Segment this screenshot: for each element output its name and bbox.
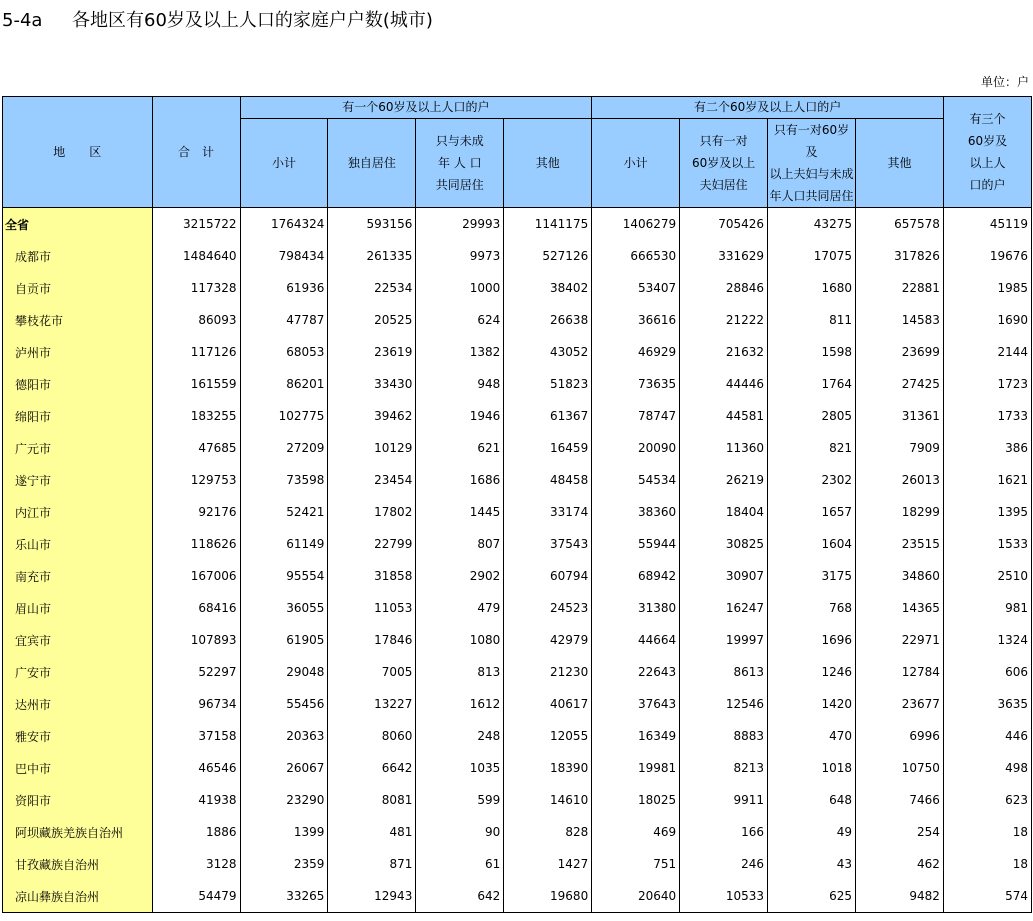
- value-cell: 821: [768, 432, 856, 464]
- region-cell: 雅安市: [3, 720, 153, 752]
- table-body: [3, 208, 1032, 913]
- region-cell: 达州市: [3, 688, 153, 720]
- region-cell: 绵阳市: [3, 400, 153, 432]
- value-cell: 55456: [240, 688, 328, 720]
- header-total: 合 计: [152, 97, 240, 208]
- table-row: [3, 368, 1032, 400]
- value-cell: 2902: [416, 560, 504, 592]
- value-cell: 527126: [504, 240, 592, 272]
- header-line: 只与未成: [435, 134, 484, 148]
- value-cell: 44664: [592, 624, 680, 656]
- table-row: [3, 528, 1032, 560]
- header-g1-other: 其他: [504, 119, 592, 208]
- value-cell: 117328: [152, 272, 240, 304]
- region-cell: 阿坝藏族羌族自治州: [3, 816, 153, 848]
- value-cell: 1406279: [592, 208, 680, 241]
- value-cell: 33265: [240, 880, 328, 913]
- value-cell: 1000: [416, 272, 504, 304]
- value-cell: 981: [943, 592, 1031, 624]
- value-cell: 6996: [855, 720, 943, 752]
- value-cell: 1690: [943, 304, 1031, 336]
- value-cell: 43275: [768, 208, 856, 241]
- value-cell: 17846: [328, 624, 416, 656]
- value-cell: 23677: [855, 688, 943, 720]
- value-cell: 813: [416, 656, 504, 688]
- header-g1-with-minor: [416, 119, 504, 208]
- value-cell: 2510: [943, 560, 1031, 592]
- header-line: 年 人 口: [437, 156, 482, 170]
- value-cell: 6642: [328, 752, 416, 784]
- value-cell: 86093: [152, 304, 240, 336]
- header-g1-subtotal: 小计: [240, 119, 328, 208]
- value-cell: 948: [416, 368, 504, 400]
- value-cell: 30907: [680, 560, 768, 592]
- value-cell: 3635: [943, 688, 1031, 720]
- value-cell: 22643: [592, 656, 680, 688]
- value-cell: 61149: [240, 528, 328, 560]
- value-cell: 18: [943, 816, 1031, 848]
- value-cell: 37543: [504, 528, 592, 560]
- value-cell: 331629: [680, 240, 768, 272]
- value-cell: 92176: [152, 496, 240, 528]
- header-group-two: 有二个60岁及以上人口的户: [592, 97, 944, 119]
- value-cell: 1246: [768, 656, 856, 688]
- value-cell: 68942: [592, 560, 680, 592]
- value-cell: 78747: [592, 400, 680, 432]
- value-cell: 11360: [680, 432, 768, 464]
- value-cell: 31361: [855, 400, 943, 432]
- value-cell: 31858: [328, 560, 416, 592]
- value-cell: 44581: [680, 400, 768, 432]
- value-cell: 53407: [592, 272, 680, 304]
- value-cell: 469: [592, 816, 680, 848]
- value-cell: 648: [768, 784, 856, 816]
- header-line: 以上夫妇与未成: [769, 167, 854, 181]
- value-cell: 246: [680, 848, 768, 880]
- table-header: [3, 97, 1032, 208]
- value-cell: 24523: [504, 592, 592, 624]
- header-three-line: 60岁及: [967, 134, 1008, 148]
- unit-label: 单位：户: [980, 75, 1029, 89]
- value-cell: 606: [943, 656, 1031, 688]
- value-cell: 1733: [943, 400, 1031, 432]
- value-cell: 23454: [328, 464, 416, 496]
- value-cell: 22971: [855, 624, 943, 656]
- value-cell: 1420: [768, 688, 856, 720]
- header-line: 年人口共同居住: [769, 189, 854, 203]
- value-cell: 22799: [328, 528, 416, 560]
- value-cell: 90: [416, 816, 504, 848]
- value-cell: 14365: [855, 592, 943, 624]
- value-cell: 27425: [855, 368, 943, 400]
- value-cell: 54479: [152, 880, 240, 913]
- value-cell: 68053: [240, 336, 328, 368]
- value-cell: 47787: [240, 304, 328, 336]
- table-row: [3, 688, 1032, 720]
- value-cell: 39462: [328, 400, 416, 432]
- value-cell: 8613: [680, 656, 768, 688]
- region-cell: 成都市: [3, 240, 153, 272]
- value-cell: 20363: [240, 720, 328, 752]
- table-row: [3, 304, 1032, 336]
- value-cell: 41938: [152, 784, 240, 816]
- value-cell: 33430: [328, 368, 416, 400]
- value-cell: 17075: [768, 240, 856, 272]
- value-cell: 498: [943, 752, 1031, 784]
- value-cell: 3128: [152, 848, 240, 880]
- header-line: 只有一对60岁及: [773, 123, 850, 159]
- region-cell: 乐山市: [3, 528, 153, 560]
- table-row: [3, 240, 1032, 272]
- value-cell: 29048: [240, 656, 328, 688]
- value-cell: 14583: [855, 304, 943, 336]
- value-cell: 34860: [855, 560, 943, 592]
- value-cell: 642: [416, 880, 504, 913]
- value-cell: 29993: [416, 208, 504, 241]
- value-cell: 462: [855, 848, 943, 880]
- value-cell: 117126: [152, 336, 240, 368]
- table-row: [3, 816, 1032, 848]
- value-cell: 1141175: [504, 208, 592, 241]
- table-row: [3, 592, 1032, 624]
- header-line: 共同居住: [435, 178, 484, 192]
- data-table: [2, 96, 1032, 913]
- table-row: [3, 560, 1032, 592]
- value-cell: 1399: [240, 816, 328, 848]
- value-cell: 7466: [855, 784, 943, 816]
- region-cell: 甘孜藏族自治州: [3, 848, 153, 880]
- value-cell: 22881: [855, 272, 943, 304]
- value-cell: 37158: [152, 720, 240, 752]
- value-cell: 22534: [328, 272, 416, 304]
- value-cell: 705426: [680, 208, 768, 241]
- value-cell: 43052: [504, 336, 592, 368]
- region-cell: 攀枝花市: [3, 304, 153, 336]
- region-cell: 内江市: [3, 496, 153, 528]
- value-cell: 31380: [592, 592, 680, 624]
- value-cell: 33174: [504, 496, 592, 528]
- region-cell: 眉山市: [3, 592, 153, 624]
- value-cell: 1764: [768, 368, 856, 400]
- value-cell: 61367: [504, 400, 592, 432]
- value-cell: 386: [943, 432, 1031, 464]
- value-cell: 28846: [680, 272, 768, 304]
- value-cell: 624: [416, 304, 504, 336]
- value-cell: 7005: [328, 656, 416, 688]
- value-cell: 1723: [943, 368, 1031, 400]
- value-cell: 871: [328, 848, 416, 880]
- table-row: [3, 400, 1032, 432]
- value-cell: 1621: [943, 464, 1031, 496]
- region-cell: 泸州市: [3, 336, 153, 368]
- value-cell: 1427: [504, 848, 592, 880]
- value-cell: 16349: [592, 720, 680, 752]
- value-cell: 481: [328, 816, 416, 848]
- value-cell: 48458: [504, 464, 592, 496]
- value-cell: 45119: [943, 208, 1031, 241]
- value-cell: 20525: [328, 304, 416, 336]
- header-g2-couple: [680, 119, 768, 208]
- page-title: [2, 6, 433, 32]
- value-cell: 10129: [328, 432, 416, 464]
- value-cell: 1612: [416, 688, 504, 720]
- region-cell: 广元市: [3, 432, 153, 464]
- value-cell: 14610: [504, 784, 592, 816]
- value-cell: 768: [768, 592, 856, 624]
- value-cell: 23290: [240, 784, 328, 816]
- value-cell: 811: [768, 304, 856, 336]
- value-cell: 73635: [592, 368, 680, 400]
- value-cell: 102775: [240, 400, 328, 432]
- value-cell: 23699: [855, 336, 943, 368]
- value-cell: 37643: [592, 688, 680, 720]
- value-cell: 9482: [855, 880, 943, 913]
- value-cell: 61936: [240, 272, 328, 304]
- region-cell: 广安市: [3, 656, 153, 688]
- value-cell: 10533: [680, 880, 768, 913]
- value-cell: 470: [768, 720, 856, 752]
- value-cell: 261335: [328, 240, 416, 272]
- value-cell: 27209: [240, 432, 328, 464]
- value-cell: 38402: [504, 272, 592, 304]
- value-cell: 446: [943, 720, 1031, 752]
- value-cell: 479: [416, 592, 504, 624]
- value-cell: 2144: [943, 336, 1031, 368]
- value-cell: 42979: [504, 624, 592, 656]
- region-cell: 凉山彝族自治州: [3, 880, 153, 913]
- value-cell: 26219: [680, 464, 768, 496]
- value-cell: 43: [768, 848, 856, 880]
- value-cell: 183255: [152, 400, 240, 432]
- value-cell: 55944: [592, 528, 680, 560]
- region-cell: 遂宁市: [3, 464, 153, 496]
- table-row: [3, 432, 1032, 464]
- value-cell: 61905: [240, 624, 328, 656]
- table-row: [3, 464, 1032, 496]
- region-cell: 德阳市: [3, 368, 153, 400]
- table-row: [3, 336, 1032, 368]
- value-cell: 11053: [328, 592, 416, 624]
- value-cell: 1764324: [240, 208, 328, 241]
- value-cell: 1598: [768, 336, 856, 368]
- region-cell: 资阳市: [3, 784, 153, 816]
- header-g1-alone: 独自居住: [328, 119, 416, 208]
- header-g2-subtotal: 小计: [592, 119, 680, 208]
- value-cell: 666530: [592, 240, 680, 272]
- value-cell: 68416: [152, 592, 240, 624]
- header-three-line: 以上人: [969, 156, 1006, 170]
- value-cell: 1533: [943, 528, 1031, 560]
- value-cell: 254: [855, 816, 943, 848]
- value-cell: 10750: [855, 752, 943, 784]
- value-cell: 95554: [240, 560, 328, 592]
- value-cell: 21222: [680, 304, 768, 336]
- header-line: 夫妇居住: [699, 178, 748, 192]
- value-cell: 1696: [768, 624, 856, 656]
- value-cell: 19680: [504, 880, 592, 913]
- value-cell: 46929: [592, 336, 680, 368]
- table-number: 5-4a: [2, 10, 43, 31]
- value-cell: 26013: [855, 464, 943, 496]
- value-cell: 19981: [592, 752, 680, 784]
- value-cell: 18: [943, 848, 1031, 880]
- table-row: [3, 656, 1032, 688]
- header-group-one: 有一个60岁及以上人口的户: [240, 97, 592, 119]
- value-cell: 30825: [680, 528, 768, 560]
- value-cell: 49: [768, 816, 856, 848]
- region-cell: 巴中市: [3, 752, 153, 784]
- value-cell: 1946: [416, 400, 504, 432]
- value-cell: 1985: [943, 272, 1031, 304]
- value-cell: 2805: [768, 400, 856, 432]
- value-cell: 3175: [768, 560, 856, 592]
- table-row: [3, 720, 1032, 752]
- value-cell: 23515: [855, 528, 943, 560]
- value-cell: 12784: [855, 656, 943, 688]
- value-cell: 19997: [680, 624, 768, 656]
- region-cell: 全省: [3, 208, 153, 241]
- value-cell: 751: [592, 848, 680, 880]
- value-cell: 19676: [943, 240, 1031, 272]
- value-cell: 13227: [328, 688, 416, 720]
- value-cell: 1445: [416, 496, 504, 528]
- value-cell: 107893: [152, 624, 240, 656]
- table-row: [3, 496, 1032, 528]
- value-cell: 7909: [855, 432, 943, 464]
- table-row: [3, 784, 1032, 816]
- table-row: [3, 752, 1032, 784]
- value-cell: 828: [504, 816, 592, 848]
- value-cell: 18390: [504, 752, 592, 784]
- value-cell: 61: [416, 848, 504, 880]
- value-cell: 1018: [768, 752, 856, 784]
- value-cell: 73598: [240, 464, 328, 496]
- value-cell: 12546: [680, 688, 768, 720]
- value-cell: 18025: [592, 784, 680, 816]
- value-cell: 317826: [855, 240, 943, 272]
- value-cell: 38360: [592, 496, 680, 528]
- header-three-line: 有三个: [969, 112, 1006, 126]
- value-cell: 36616: [592, 304, 680, 336]
- value-cell: 1886: [152, 816, 240, 848]
- value-cell: 166: [680, 816, 768, 848]
- value-cell: 54534: [592, 464, 680, 496]
- value-cell: 36055: [240, 592, 328, 624]
- value-cell: 21230: [504, 656, 592, 688]
- value-cell: 1680: [768, 272, 856, 304]
- value-cell: 46546: [152, 752, 240, 784]
- header-region: 地 区: [3, 97, 153, 208]
- value-cell: 21632: [680, 336, 768, 368]
- value-cell: 26638: [504, 304, 592, 336]
- header-three-line: 口的户: [969, 178, 1006, 192]
- value-cell: 40617: [504, 688, 592, 720]
- value-cell: 129753: [152, 464, 240, 496]
- table-row: [3, 272, 1032, 304]
- value-cell: 17802: [328, 496, 416, 528]
- value-cell: 1035: [416, 752, 504, 784]
- value-cell: 1080: [416, 624, 504, 656]
- value-cell: 599: [416, 784, 504, 816]
- value-cell: 2359: [240, 848, 328, 880]
- value-cell: 8060: [328, 720, 416, 752]
- value-cell: 807: [416, 528, 504, 560]
- value-cell: 20090: [592, 432, 680, 464]
- value-cell: 625: [768, 880, 856, 913]
- value-cell: 52421: [240, 496, 328, 528]
- value-cell: 12943: [328, 880, 416, 913]
- value-cell: 248: [416, 720, 504, 752]
- value-cell: 18299: [855, 496, 943, 528]
- region-cell: 自贡市: [3, 272, 153, 304]
- value-cell: 1686: [416, 464, 504, 496]
- table-row: [3, 880, 1032, 913]
- value-cell: 23619: [328, 336, 416, 368]
- value-cell: 16459: [504, 432, 592, 464]
- value-cell: 86201: [240, 368, 328, 400]
- value-cell: 26067: [240, 752, 328, 784]
- header-line: 只有一对: [699, 134, 748, 148]
- region-cell: 宜宾市: [3, 624, 153, 656]
- value-cell: 2302: [768, 464, 856, 496]
- value-cell: 47685: [152, 432, 240, 464]
- value-cell: 12055: [504, 720, 592, 752]
- value-cell: 51823: [504, 368, 592, 400]
- value-cell: 593156: [328, 208, 416, 241]
- value-cell: 623: [943, 784, 1031, 816]
- table-row: [3, 624, 1032, 656]
- header-line: 60岁及以上: [691, 156, 756, 170]
- value-cell: 96734: [152, 688, 240, 720]
- table-row: [3, 208, 1032, 241]
- header-g2-couple-minor: [768, 119, 856, 208]
- header-g2-other: 其他: [855, 119, 943, 208]
- region-cell: 南充市: [3, 560, 153, 592]
- value-cell: 9911: [680, 784, 768, 816]
- value-cell: 44446: [680, 368, 768, 400]
- value-cell: 161559: [152, 368, 240, 400]
- value-cell: 60794: [504, 560, 592, 592]
- value-cell: 657578: [855, 208, 943, 241]
- value-cell: 3215722: [152, 208, 240, 241]
- value-cell: 1604: [768, 528, 856, 560]
- value-cell: 1382: [416, 336, 504, 368]
- value-cell: 118626: [152, 528, 240, 560]
- value-cell: 20640: [592, 880, 680, 913]
- value-cell: 8213: [680, 752, 768, 784]
- value-cell: 1324: [943, 624, 1031, 656]
- table-title: 各地区有60岁及以上人口的家庭户户数(城市): [72, 10, 433, 31]
- value-cell: 574: [943, 880, 1031, 913]
- value-cell: 16247: [680, 592, 768, 624]
- value-cell: 621: [416, 432, 504, 464]
- value-cell: 9973: [416, 240, 504, 272]
- value-cell: 52297: [152, 656, 240, 688]
- value-cell: 1395: [943, 496, 1031, 528]
- header-three: [943, 97, 1031, 208]
- value-cell: 167006: [152, 560, 240, 592]
- value-cell: 1484640: [152, 240, 240, 272]
- value-cell: 1657: [768, 496, 856, 528]
- value-cell: 8081: [328, 784, 416, 816]
- value-cell: 798434: [240, 240, 328, 272]
- value-cell: 18404: [680, 496, 768, 528]
- table-row: [3, 848, 1032, 880]
- value-cell: 8883: [680, 720, 768, 752]
